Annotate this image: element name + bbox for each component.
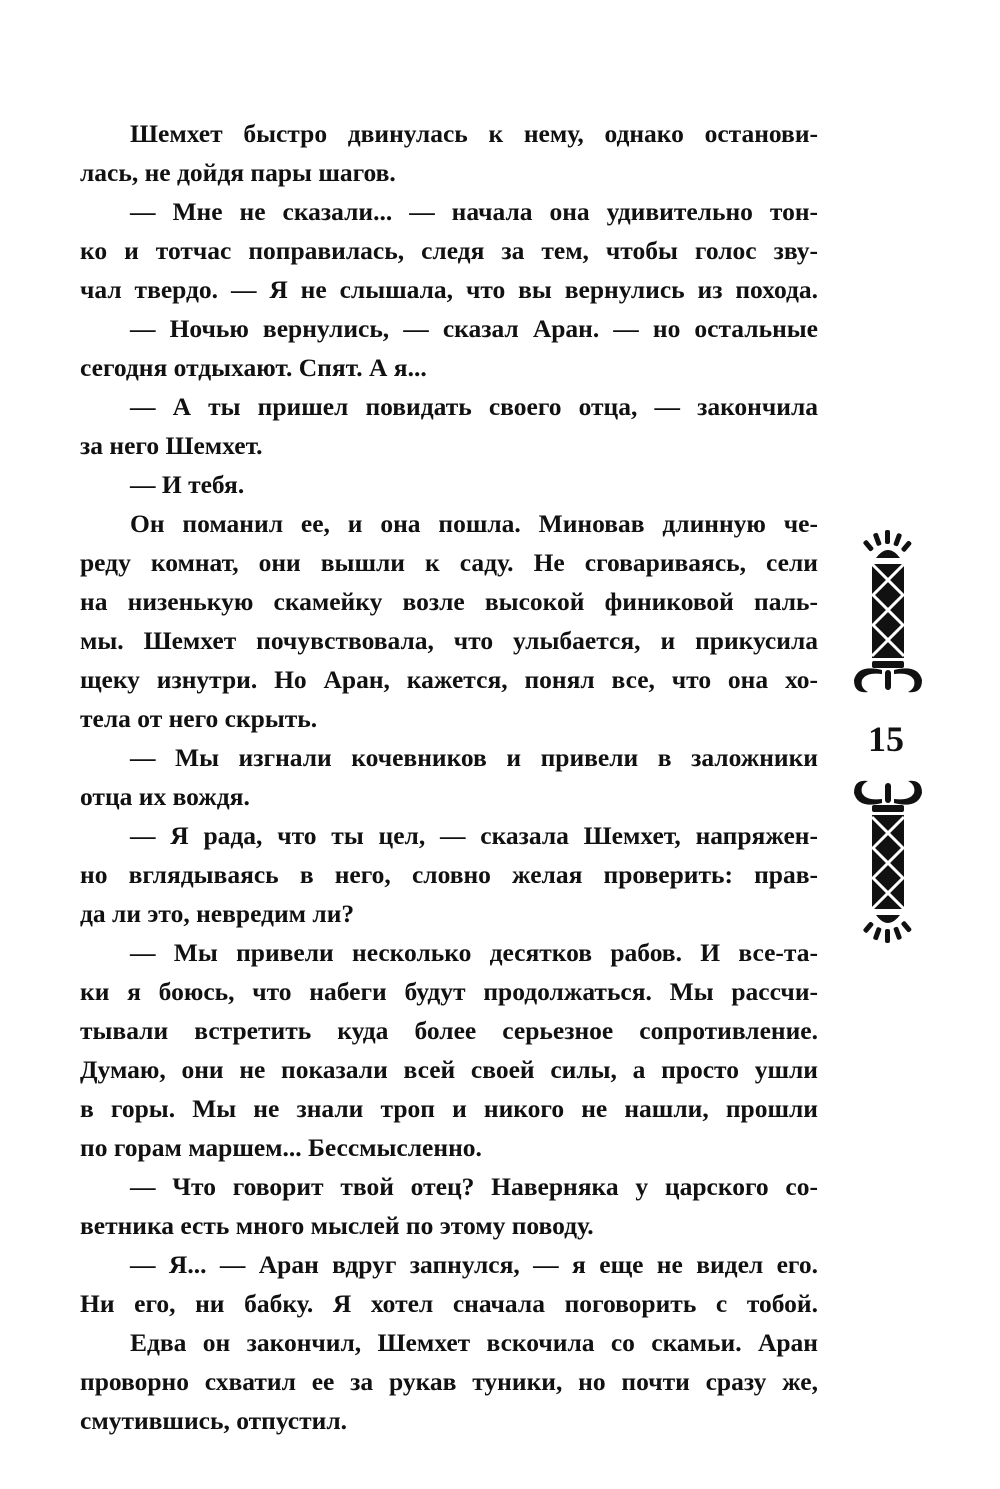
text-line: — Я... — Аран вдруг запнулся, — я еще не видел его. — [130, 1250, 818, 1279]
text-line: отца их вождя. — [80, 782, 250, 811]
text-line: мы. Шемхет почувствовала, что улыбается, и прикусила — [80, 626, 818, 655]
text-line: — Мы привели несколько десятков рабов. И все-та- — [130, 938, 818, 967]
text-line: Шемхет быстро двинулась к нему, однако останови- — [130, 119, 818, 148]
text-line: ко и тотчас поправилась, следя за тем, чтобы голос зву- — [80, 236, 818, 265]
text-line: — А ты пришел повидать своего отца, — закончила — [130, 392, 818, 421]
page-number: 15 — [868, 719, 904, 759]
text-line: — Ночью вернулись, — сказал Аран. — но остальные — [130, 314, 818, 343]
text-line: тела от него скрыть. — [80, 704, 318, 733]
column-ornament-icon — [848, 775, 928, 945]
text-line: тывали встретить куда более серьезное сопротивление. — [80, 1016, 818, 1045]
text-line: — Я рада, что ты цел, — сказала Шемхет, напряжен- — [130, 821, 818, 850]
text-line: лась, не дойдя пары шагов. — [80, 158, 396, 187]
text-line: сегодня отдыхают. Спят. А я... — [80, 353, 427, 382]
text-line: на низенькую скамейку возле высокой финиковой паль- — [80, 587, 818, 616]
text-line: по горам маршем... Бессмысленно. — [80, 1133, 482, 1162]
text-line: реду комнат, они вышли к саду. Не сговариваясь, сели — [80, 548, 818, 577]
text-line: Думаю, они не показали всей своей силы, а просто ушли — [80, 1055, 818, 1084]
text-line: но вглядываясь в него, словно желая проверить: прав- — [80, 860, 818, 889]
text-line: ветника есть много мыслей по этому поводу. — [80, 1211, 594, 1240]
text-line: — И тебя. — [130, 470, 245, 499]
text-line: ки я боюсь, что набеги будут продолжаться. Мы рассчи- — [80, 977, 818, 1006]
text-line: Ни его, ни бабку. Я хотел сначала поговорить с тобой. — [80, 1289, 818, 1318]
text-line: Он поманил ее, и она пошла. Миновав длинную че- — [130, 509, 818, 538]
text-line: за него Шемхет. — [80, 431, 263, 460]
text-line: да ли это, невредим ли? — [80, 899, 355, 928]
body-text — [80, 114, 818, 1440]
text-line: — Мне не сказали... — начала она удивительно тон- — [130, 197, 818, 226]
text-line: проворно схватил ее за рукав туники, но почти сразу же, — [80, 1367, 818, 1396]
column-ornament-icon — [848, 528, 928, 698]
text-line: чал твердо. — Я не слышала, что вы вернулись из похода. — [80, 275, 818, 304]
text-line: — Мы изгнали кочевников и привели в заложники — [130, 743, 818, 772]
text-line: щеку изнутри. Но Аран, кажется, понял все, что она хо- — [80, 665, 818, 694]
text-line: смутившись, отпустил. — [80, 1406, 348, 1435]
text-line: — Что говорит твой отец? Наверняка у царского со- — [130, 1172, 818, 1201]
text-line: Едва он закончил, Шемхет вскочила со скамьи. Аран — [130, 1328, 818, 1357]
text-line: в горы. Мы не знали троп и никого не нашли, прошли — [80, 1094, 818, 1123]
